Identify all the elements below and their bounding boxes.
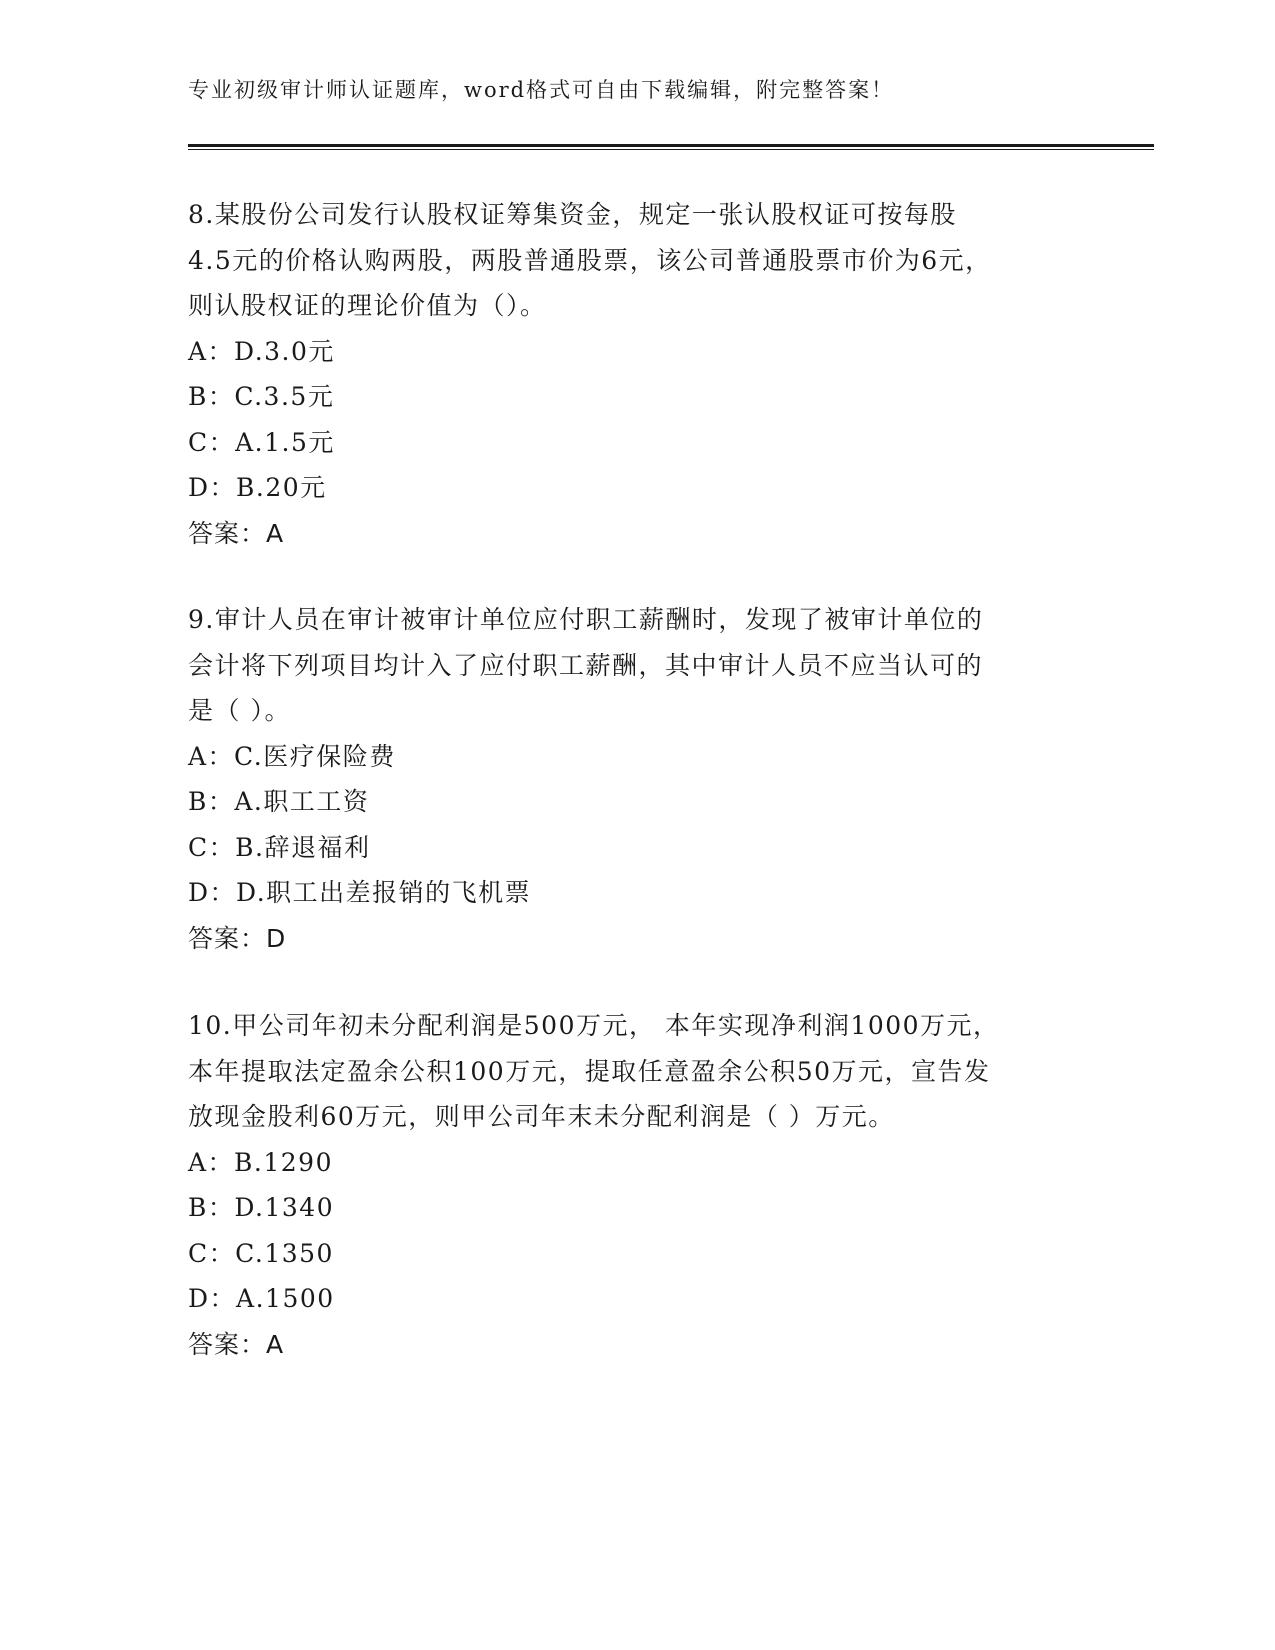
option-b: B：C.3.5元 (188, 382, 335, 411)
question-stem-line: 9.审计人员在审计被审计单位应付职工薪酬时，发现了被审计单位的 (188, 605, 984, 634)
question-10 (188, 1003, 1088, 1367)
question-stem (188, 1003, 1088, 1140)
option-a: A：D.3.0元 (188, 336, 335, 366)
header-divider-thin (188, 149, 1154, 150)
question-stem-line: 4.5元的价格认购两股，两股普通股票，该公司普通股票市价为6元， (188, 245, 992, 275)
option-c: C：B.辞退福利 (188, 832, 371, 862)
answer-line: 答案：A (188, 1329, 285, 1359)
question-stem-line: 则认股权证的理论价值为（）。 (188, 291, 547, 320)
question-8 (188, 192, 1088, 556)
question-stem-line: 是（ ）。 (188, 696, 291, 725)
question-stem (188, 192, 1088, 329)
question-stem-line: 放现金股利60万元，则甲公司年末未分配利润是（ ）万元。 (188, 1102, 895, 1131)
option-d: D：A.1500 (188, 1284, 335, 1313)
option-b: B：A.职工工资 (188, 787, 370, 816)
option-d: D：D.职工出差报销的飞机票 (188, 878, 532, 907)
option-a: A：B.1290 (188, 1147, 333, 1177)
answer-line: 答案：D (188, 923, 287, 953)
question-stem-line: 10.甲公司年初未分配利润是500万元， 本年实现净利润1000万元， (188, 1011, 1000, 1040)
question-stem-line: 会计将下列项目均计入了应付职工薪酬，其中审计人员不应当认可的 (188, 650, 984, 680)
document-header: 专业初级审计师认证题库，word格式可自由下载编辑，附完整答案！ (188, 78, 895, 102)
option-a: A：C.医疗保险费 (188, 741, 396, 771)
question-9 (188, 597, 1088, 961)
option-c: C：C.1350 (188, 1238, 334, 1268)
header-divider-thick (188, 144, 1154, 147)
option-c: C：A.1.5元 (188, 427, 335, 457)
answer-line: 答案：A (188, 518, 285, 548)
option-d: D：B.20元 (188, 473, 327, 502)
question-stem-line: 本年提取法定盈余公积100万元，提取任意盈余公积50万元，宣告发 (188, 1056, 991, 1086)
question-stem-line: 8.某股份公司发行认股权证筹集资金，规定一张认股权证可按每股 (188, 200, 957, 229)
question-stem (188, 597, 1088, 734)
option-b: B：D.1340 (188, 1193, 335, 1222)
